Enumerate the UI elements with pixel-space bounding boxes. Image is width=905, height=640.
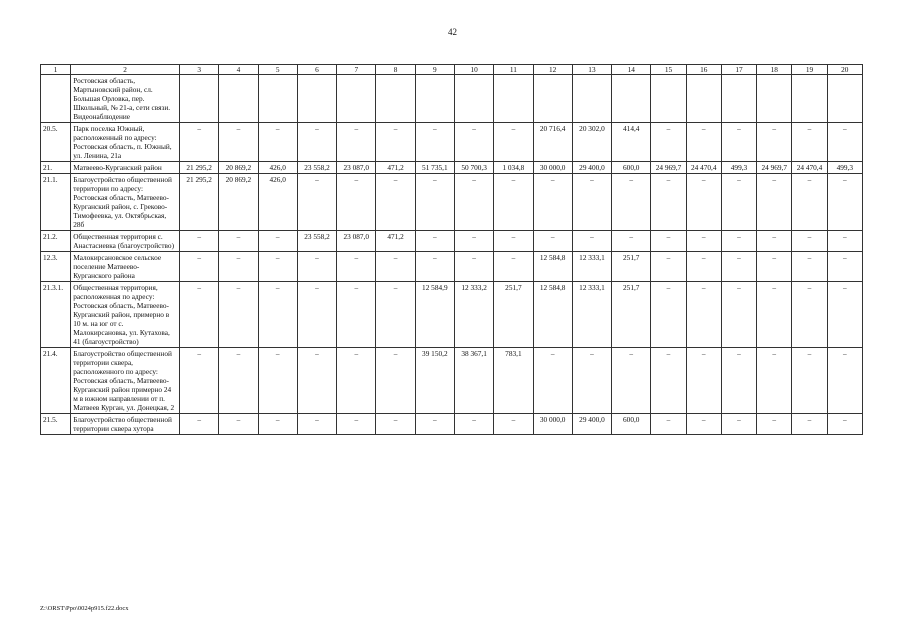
value-cell: – bbox=[180, 231, 219, 252]
value-cell: – bbox=[721, 348, 756, 414]
value-cell: 499,3 bbox=[721, 162, 756, 174]
header-cell-17: 17 bbox=[721, 65, 756, 75]
value-cell bbox=[454, 75, 493, 123]
value-cell: – bbox=[180, 123, 219, 162]
value-cell: – bbox=[454, 414, 493, 435]
value-cell: – bbox=[180, 414, 219, 435]
value-cell: – bbox=[454, 231, 493, 252]
value-cell bbox=[258, 75, 297, 123]
value-cell: 30 000,0 bbox=[533, 162, 572, 174]
value-cell: 29 400,0 bbox=[572, 414, 611, 435]
value-cell: – bbox=[792, 123, 827, 162]
value-cell: – bbox=[686, 174, 721, 231]
value-cell: – bbox=[219, 123, 258, 162]
value-cell: – bbox=[376, 252, 415, 282]
value-cell: – bbox=[827, 414, 862, 435]
header-cell-7: 7 bbox=[337, 65, 376, 75]
value-cell: – bbox=[258, 123, 297, 162]
value-cell: – bbox=[180, 348, 219, 414]
budget-table bbox=[40, 64, 863, 435]
value-cell: 24 470,4 bbox=[792, 162, 827, 174]
header-cell-12: 12 bbox=[533, 65, 572, 75]
value-cell: 251,7 bbox=[612, 282, 651, 348]
header-cell-11: 11 bbox=[494, 65, 533, 75]
value-cell: – bbox=[792, 231, 827, 252]
header-cell-20: 20 bbox=[827, 65, 862, 75]
value-cell: 426,0 bbox=[258, 174, 297, 231]
value-cell: – bbox=[454, 174, 493, 231]
value-cell: 12 584,8 bbox=[533, 282, 572, 348]
value-cell bbox=[612, 75, 651, 123]
value-cell: 20 716,4 bbox=[533, 123, 572, 162]
value-cell bbox=[297, 75, 336, 123]
value-cell: – bbox=[651, 414, 686, 435]
value-cell: – bbox=[454, 252, 493, 282]
value-cell: – bbox=[721, 231, 756, 252]
table-row bbox=[41, 348, 863, 414]
value-cell: – bbox=[721, 252, 756, 282]
value-cell: – bbox=[572, 231, 611, 252]
value-cell: 39 150,2 bbox=[415, 348, 454, 414]
value-cell: – bbox=[757, 174, 792, 231]
row-number-cell: 21.3.1. bbox=[41, 282, 71, 348]
value-cell: 23 558,2 bbox=[297, 231, 336, 252]
table-row bbox=[41, 252, 863, 282]
value-cell bbox=[219, 75, 258, 123]
value-cell: – bbox=[572, 348, 611, 414]
value-cell: – bbox=[792, 174, 827, 231]
value-cell bbox=[686, 75, 721, 123]
value-cell: – bbox=[686, 282, 721, 348]
value-cell: – bbox=[219, 252, 258, 282]
row-name-cell: Матвеево-Курганский район bbox=[71, 162, 180, 174]
value-cell: 12 333,2 bbox=[454, 282, 493, 348]
value-cell: – bbox=[686, 252, 721, 282]
header-cell-5: 5 bbox=[258, 65, 297, 75]
value-cell: – bbox=[219, 414, 258, 435]
value-cell: 20 869,2 bbox=[219, 174, 258, 231]
row-number-cell: 20.5. bbox=[41, 123, 71, 162]
value-cell: – bbox=[337, 252, 376, 282]
header-cell-4: 4 bbox=[219, 65, 258, 75]
row-number-cell: 21.4. bbox=[41, 348, 71, 414]
value-cell: – bbox=[258, 252, 297, 282]
value-cell: – bbox=[494, 252, 533, 282]
value-cell: 12 333,1 bbox=[572, 282, 611, 348]
value-cell: – bbox=[757, 348, 792, 414]
row-name-cell: Общественная территория с. Анастасиевка (благоустройство) bbox=[71, 231, 180, 252]
row-number-cell: 21.5. bbox=[41, 414, 71, 435]
value-cell: 251,7 bbox=[494, 282, 533, 348]
header-cell-18: 18 bbox=[757, 65, 792, 75]
header-cell-2: 2 bbox=[71, 65, 180, 75]
value-cell: – bbox=[494, 123, 533, 162]
table-row bbox=[41, 282, 863, 348]
header-cell-15: 15 bbox=[651, 65, 686, 75]
table-row bbox=[41, 123, 863, 162]
value-cell: 29 400,0 bbox=[572, 162, 611, 174]
page-number: 42 bbox=[448, 27, 457, 37]
value-cell: 471,2 bbox=[376, 162, 415, 174]
value-cell: – bbox=[258, 282, 297, 348]
value-cell: 20 302,0 bbox=[572, 123, 611, 162]
value-cell: – bbox=[792, 282, 827, 348]
value-cell bbox=[792, 75, 827, 123]
value-cell: – bbox=[297, 414, 336, 435]
value-cell: 12 333,1 bbox=[572, 252, 611, 282]
header-cell-8: 8 bbox=[376, 65, 415, 75]
value-cell: 12 584,8 bbox=[533, 252, 572, 282]
value-cell: 1 034,8 bbox=[494, 162, 533, 174]
value-cell bbox=[757, 75, 792, 123]
value-cell: – bbox=[337, 348, 376, 414]
header-cell-16: 16 bbox=[686, 65, 721, 75]
value-cell: – bbox=[757, 231, 792, 252]
value-cell: – bbox=[219, 231, 258, 252]
value-cell: 24 969,7 bbox=[651, 162, 686, 174]
value-cell: – bbox=[337, 414, 376, 435]
value-cell bbox=[827, 75, 862, 123]
value-cell bbox=[415, 75, 454, 123]
value-cell: – bbox=[376, 174, 415, 231]
row-name-cell: Благоустройство общественной территории сквера хутора bbox=[71, 414, 180, 435]
value-cell: – bbox=[337, 123, 376, 162]
value-cell bbox=[651, 75, 686, 123]
value-cell: – bbox=[721, 123, 756, 162]
value-cell: – bbox=[219, 282, 258, 348]
value-cell bbox=[494, 75, 533, 123]
value-cell: – bbox=[651, 231, 686, 252]
value-cell: – bbox=[612, 348, 651, 414]
value-cell: 23 087,0 bbox=[337, 231, 376, 252]
value-cell: – bbox=[415, 252, 454, 282]
value-cell: – bbox=[494, 231, 533, 252]
value-cell: – bbox=[297, 282, 336, 348]
value-cell: 23 087,0 bbox=[337, 162, 376, 174]
row-number-cell bbox=[41, 75, 71, 123]
header-cell-6: 6 bbox=[297, 65, 336, 75]
value-cell: – bbox=[258, 414, 297, 435]
value-cell: – bbox=[827, 252, 862, 282]
value-cell: – bbox=[827, 174, 862, 231]
value-cell: – bbox=[757, 282, 792, 348]
value-cell: – bbox=[494, 414, 533, 435]
value-cell: – bbox=[827, 123, 862, 162]
value-cell bbox=[721, 75, 756, 123]
value-cell: – bbox=[651, 348, 686, 414]
value-cell: 21 295,2 bbox=[180, 174, 219, 231]
value-cell: 783,1 bbox=[494, 348, 533, 414]
value-cell: – bbox=[219, 348, 258, 414]
value-cell: – bbox=[651, 282, 686, 348]
value-cell: – bbox=[258, 348, 297, 414]
value-cell: 23 558,2 bbox=[297, 162, 336, 174]
value-cell: 471,2 bbox=[376, 231, 415, 252]
value-cell: 20 869,2 bbox=[219, 162, 258, 174]
header-cell-19: 19 bbox=[792, 65, 827, 75]
value-cell: – bbox=[180, 282, 219, 348]
value-cell: 600,0 bbox=[612, 414, 651, 435]
table-row bbox=[41, 75, 863, 123]
value-cell: – bbox=[180, 252, 219, 282]
value-cell: – bbox=[572, 174, 611, 231]
value-cell: 499,3 bbox=[827, 162, 862, 174]
table-row bbox=[41, 414, 863, 435]
row-name-cell: Благоустройство общественной территории сквера, расположенного по адресу: Ростовская область, Матвеево-Курганский район примерно 24 м в южном направлении от п. Матвеев Курган, ул. Донецкая, 2 bbox=[71, 348, 180, 414]
value-cell: – bbox=[721, 414, 756, 435]
value-cell: 600,0 bbox=[612, 162, 651, 174]
value-cell: – bbox=[721, 174, 756, 231]
value-cell: – bbox=[721, 282, 756, 348]
value-cell: – bbox=[297, 252, 336, 282]
table-row bbox=[41, 231, 863, 252]
value-cell: 414,4 bbox=[612, 123, 651, 162]
table-header-row bbox=[41, 65, 863, 75]
value-cell: – bbox=[612, 231, 651, 252]
value-cell: – bbox=[651, 123, 686, 162]
value-cell: – bbox=[686, 123, 721, 162]
value-cell: – bbox=[376, 348, 415, 414]
value-cell: – bbox=[376, 123, 415, 162]
value-cell: – bbox=[415, 231, 454, 252]
header-cell-1: 1 bbox=[41, 65, 71, 75]
row-name-cell: Парк поселка Южный, расположенный по адресу: Ростовская область, п. Южный, ул. Ленина, 21а bbox=[71, 123, 180, 162]
row-number-cell: 21.1. bbox=[41, 174, 71, 231]
value-cell: – bbox=[612, 174, 651, 231]
value-cell: 24 969,7 bbox=[757, 162, 792, 174]
value-cell: – bbox=[415, 174, 454, 231]
value-cell bbox=[180, 75, 219, 123]
value-cell: 50 700,3 bbox=[454, 162, 493, 174]
row-name-cell: Ростовская область, Мартыновский район, сл. Большая Орловка, пер. Школьный, № 21-а, сети связи. Видеонаблюдение bbox=[71, 75, 180, 123]
value-cell: – bbox=[533, 174, 572, 231]
value-cell: – bbox=[792, 348, 827, 414]
value-cell: – bbox=[827, 348, 862, 414]
value-cell: 426,0 bbox=[258, 162, 297, 174]
value-cell: 12 584,9 bbox=[415, 282, 454, 348]
table-row bbox=[41, 174, 863, 231]
value-cell: – bbox=[258, 231, 297, 252]
value-cell: – bbox=[494, 174, 533, 231]
value-cell bbox=[376, 75, 415, 123]
value-cell: – bbox=[376, 282, 415, 348]
header-cell-14: 14 bbox=[612, 65, 651, 75]
row-name-cell: Общественная территория, расположенная по адресу: Ростовская область, Матвеево-Курганский район, примерно в 10 м. на юг от с. Малокирсановка, ул. Кутахова, 41 (благоустройство) bbox=[71, 282, 180, 348]
value-cell: 21 295,2 bbox=[180, 162, 219, 174]
value-cell: – bbox=[827, 282, 862, 348]
value-cell: – bbox=[376, 414, 415, 435]
table-row bbox=[41, 162, 863, 174]
value-cell: – bbox=[651, 174, 686, 231]
value-cell: – bbox=[297, 123, 336, 162]
value-cell: 24 470,4 bbox=[686, 162, 721, 174]
value-cell: 51 735,1 bbox=[415, 162, 454, 174]
row-name-cell: Малокирсановское сельское поселение Матвеево-Курганского района bbox=[71, 252, 180, 282]
value-cell: 251,7 bbox=[612, 252, 651, 282]
row-number-cell: 12.3. bbox=[41, 252, 71, 282]
value-cell bbox=[572, 75, 611, 123]
value-cell: – bbox=[757, 252, 792, 282]
value-cell: – bbox=[686, 414, 721, 435]
value-cell: 30 000,0 bbox=[533, 414, 572, 435]
row-number-cell: 21.2. bbox=[41, 231, 71, 252]
value-cell: – bbox=[757, 123, 792, 162]
header-cell-10: 10 bbox=[454, 65, 493, 75]
value-cell: – bbox=[686, 348, 721, 414]
value-cell bbox=[533, 75, 572, 123]
value-cell: – bbox=[337, 282, 376, 348]
value-cell: – bbox=[533, 348, 572, 414]
value-cell: – bbox=[686, 231, 721, 252]
value-cell: – bbox=[297, 174, 336, 231]
value-cell: – bbox=[533, 231, 572, 252]
row-name-cell: Благоустройство общественной территории по адресу: Ростовская область, Матвеево-Курганский район, с. Греково-Тимофеевка, ул. Октябрьская, 28б bbox=[71, 174, 180, 231]
value-cell: – bbox=[297, 348, 336, 414]
budget-table-container bbox=[40, 64, 863, 602]
value-cell: – bbox=[827, 231, 862, 252]
value-cell: – bbox=[792, 414, 827, 435]
value-cell: – bbox=[415, 414, 454, 435]
value-cell: – bbox=[757, 414, 792, 435]
header-cell-9: 9 bbox=[415, 65, 454, 75]
header-cell-13: 13 bbox=[572, 65, 611, 75]
footer-file-path: Z:\ORST\Ppo\0024p915.f22.docx bbox=[40, 605, 129, 612]
value-cell: 38 367,1 bbox=[454, 348, 493, 414]
header-cell-3: 3 bbox=[180, 65, 219, 75]
value-cell: – bbox=[651, 252, 686, 282]
value-cell: – bbox=[337, 174, 376, 231]
value-cell: – bbox=[454, 123, 493, 162]
value-cell: – bbox=[415, 123, 454, 162]
row-number-cell: 21. bbox=[41, 162, 71, 174]
value-cell: – bbox=[792, 252, 827, 282]
value-cell bbox=[337, 75, 376, 123]
